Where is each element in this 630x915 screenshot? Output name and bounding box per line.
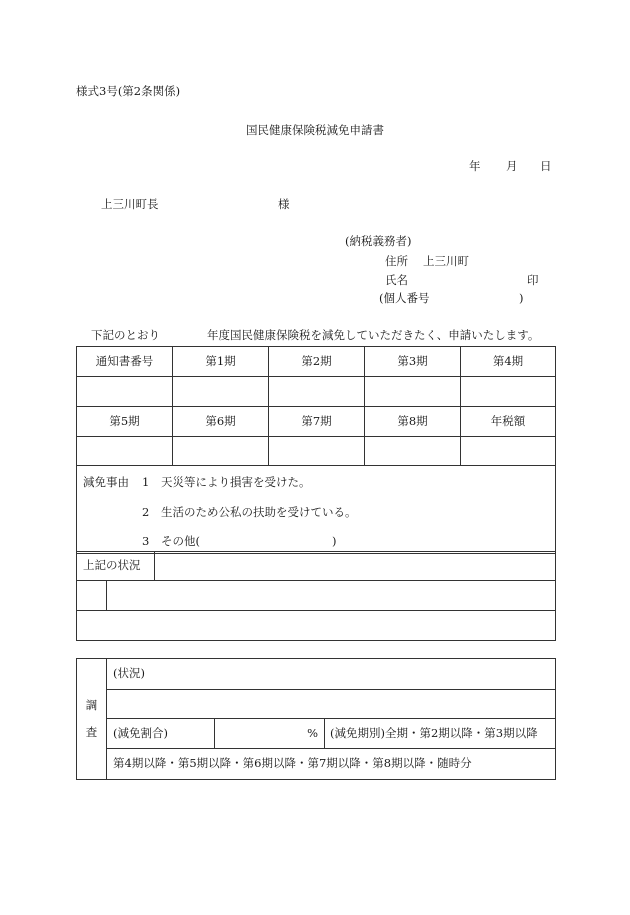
header-period-7: 第7期 xyxy=(269,407,365,437)
header-period-4: 第4期 xyxy=(461,347,556,377)
form-number: 様式3号(第2条関係) xyxy=(76,84,181,98)
date-year: 年 xyxy=(469,159,481,173)
status-label: 上記の状況 xyxy=(77,552,155,581)
survey-situation-label: (状況) xyxy=(107,659,556,690)
header-notice-number: 通知書番号 xyxy=(77,347,173,377)
value-period-8[interactable] xyxy=(365,437,461,466)
reason-1-number: 1 xyxy=(142,475,150,489)
reduction-period-cell xyxy=(325,719,556,749)
intro-prefix: 下記のとおり xyxy=(91,328,160,342)
reason-3-number: 3 xyxy=(142,534,150,548)
status-extra[interactable] xyxy=(77,611,556,641)
reason-2-number: 2 xyxy=(142,505,150,519)
document-title: 国民健康保険税減免申請書 xyxy=(246,123,384,137)
reason-3-text: その他( xyxy=(161,534,200,548)
date-month: 月 xyxy=(506,159,518,173)
header-period-5: 第5期 xyxy=(77,407,173,437)
value-period-3[interactable] xyxy=(365,377,461,407)
name-label: 氏名 xyxy=(385,273,408,287)
value-annual-tax[interactable] xyxy=(461,437,556,466)
reduction-ratio-label: (減免割合) xyxy=(107,719,215,749)
value-notice-number[interactable] xyxy=(77,377,173,407)
address-value: 上三川町 xyxy=(423,254,469,268)
survey-situation-value[interactable] xyxy=(107,690,556,719)
reason-3-close: ) xyxy=(332,534,337,548)
survey-table xyxy=(76,658,556,780)
reduction-period-options-2[interactable]: 第4期以降・第5期以降・第6期以降・第7期以降・第8期以降・随時分 xyxy=(107,749,556,780)
personal-number-close: ) xyxy=(519,291,524,305)
value-period-1[interactable] xyxy=(173,377,269,407)
applicant-role: (納税義務者) xyxy=(345,234,412,248)
date-day: 日 xyxy=(540,159,552,173)
value-period-4[interactable] xyxy=(461,377,556,407)
addressee-mayor: 上三川町長 xyxy=(101,197,159,211)
header-annual-tax: 年税額 xyxy=(461,407,556,437)
status-value[interactable] xyxy=(155,552,556,581)
header-period-1: 第1期 xyxy=(173,347,269,377)
value-period-2[interactable] xyxy=(269,377,365,407)
reduction-reason-cell xyxy=(77,466,556,554)
reduction-period-options-1[interactable]: 全期・第2期以降・第3期以降 xyxy=(384,725,538,740)
reason-label: 減免事由 xyxy=(83,475,129,489)
status-detail[interactable] xyxy=(107,581,556,611)
status-table xyxy=(76,551,556,641)
survey-label-cell xyxy=(77,659,107,780)
reduction-period-label: (減免期別) xyxy=(330,725,385,740)
installment-table xyxy=(76,346,556,554)
reason-2-text: 生活のため公私の扶助を受けている。 xyxy=(161,505,357,519)
survey-label-2: 査 xyxy=(85,725,98,739)
header-period-8: 第8期 xyxy=(365,407,461,437)
survey-label-1: 調 xyxy=(85,697,98,712)
intro-text: 年度国民健康保険税を減免していただきたく、申請いたします。 xyxy=(207,328,540,342)
addressee-honorific: 様 xyxy=(278,197,290,211)
value-period-6[interactable] xyxy=(173,437,269,466)
reason-1-text: 天災等により損害を受けた。 xyxy=(161,475,311,489)
status-sub-marker xyxy=(77,581,107,611)
personal-number-open: (個人番号 xyxy=(379,291,430,305)
header-period-6: 第6期 xyxy=(173,407,269,437)
reduction-ratio-percent[interactable]: % xyxy=(215,719,325,749)
header-period-2: 第2期 xyxy=(269,347,365,377)
header-period-3: 第3期 xyxy=(365,347,461,377)
seal-mark: 印 xyxy=(527,273,539,287)
value-period-5[interactable] xyxy=(77,437,173,466)
address-label: 住所 xyxy=(385,254,408,268)
value-period-7[interactable] xyxy=(269,437,365,466)
